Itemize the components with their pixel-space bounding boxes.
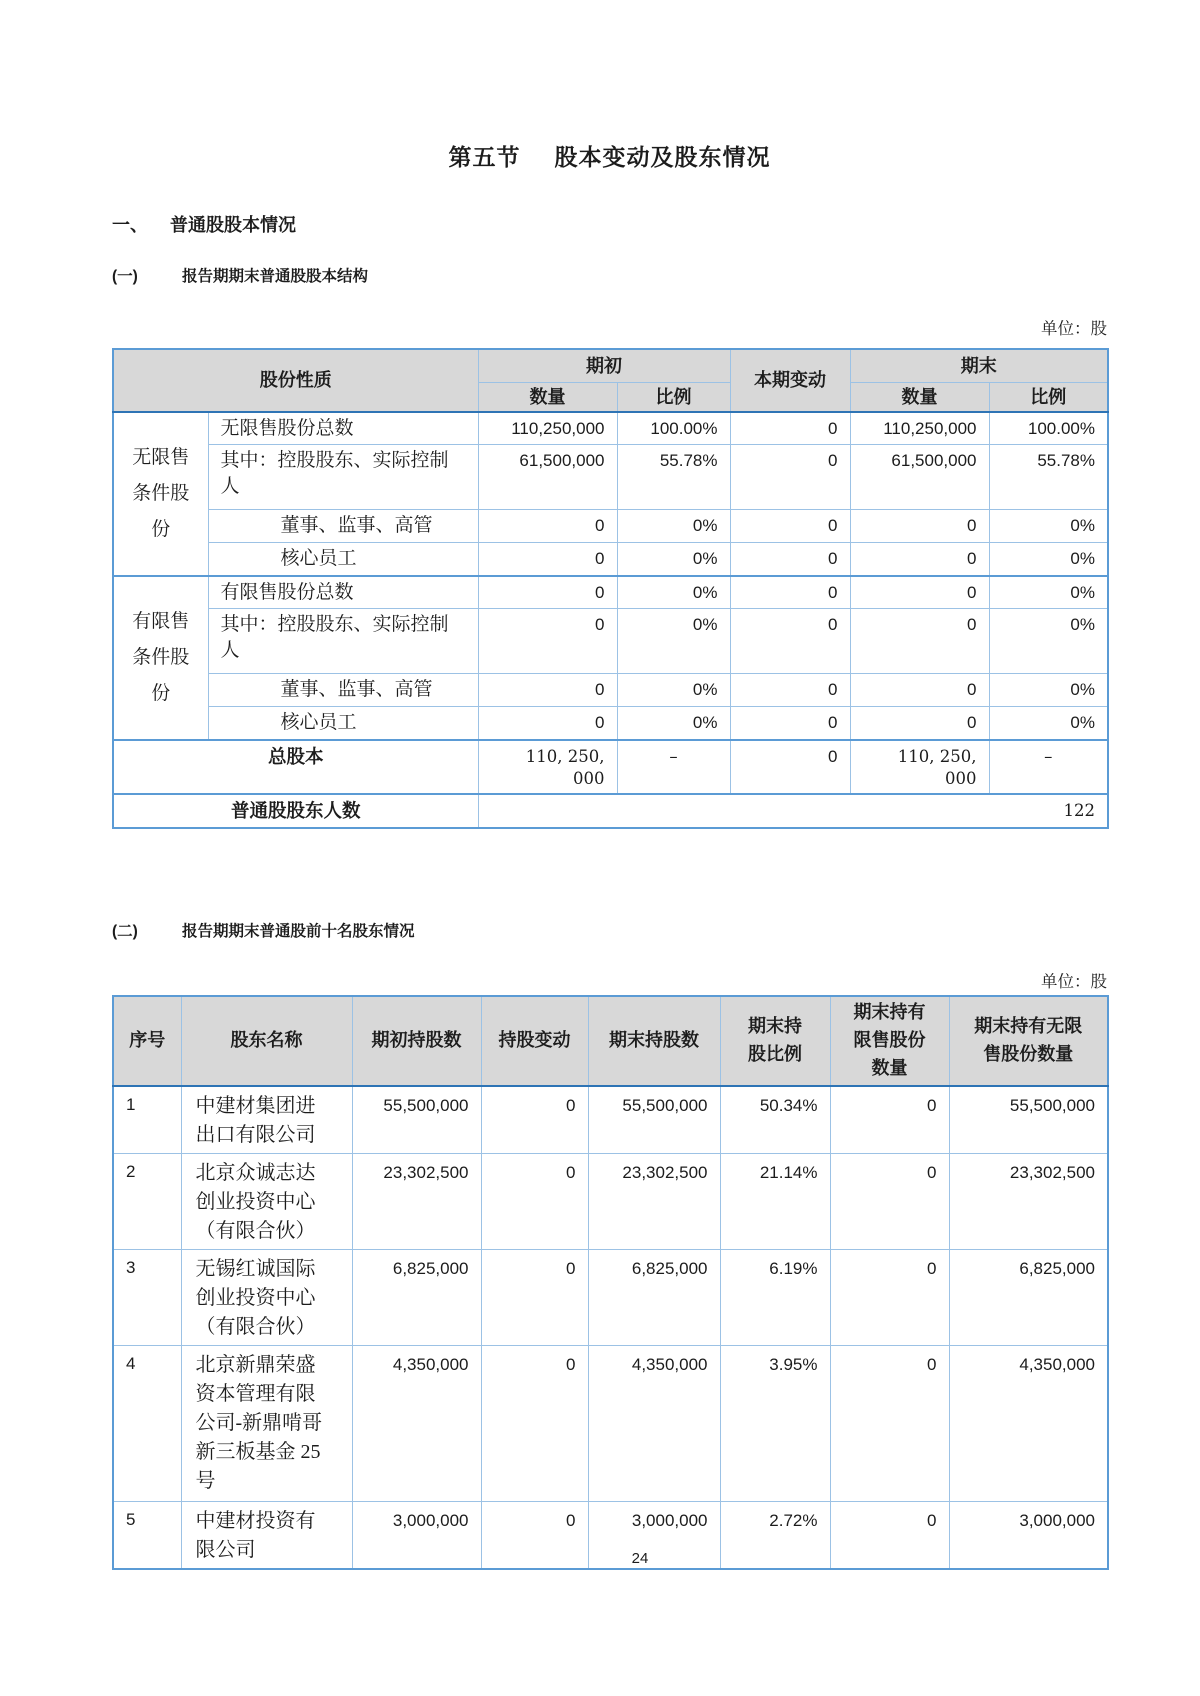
t1-row1-begin-qty: 61,500,000	[478, 445, 617, 510]
t2-row2-restricted: 0	[830, 1249, 949, 1345]
t1-row1-end-ratio: 55.78%	[989, 445, 1108, 510]
t2-row1-end: 23,302,500	[588, 1153, 720, 1249]
t1-header-begin-qty: 数量	[478, 382, 617, 412]
t2-row2-end: 6,825,000	[588, 1249, 720, 1345]
t1-header-begin-ratio: 比例	[617, 382, 730, 412]
t1-row3-label: 核心员工	[208, 543, 478, 576]
subheading-top-shareholders	[112, 921, 1107, 943]
t2-row3-unrestricted: 4,350,000	[949, 1345, 1108, 1501]
t1-row0-change: 0	[730, 412, 850, 445]
t1-row0-label: 无限售股份总数	[208, 412, 478, 445]
t1-total-end-ratio: –	[989, 740, 1108, 795]
table-row	[113, 1153, 1108, 1249]
t1-row4-change: 0	[730, 576, 850, 609]
heading-number: 一、	[112, 215, 148, 235]
t1-header-beginning: 期初	[478, 349, 730, 382]
t1-row2-change: 0	[730, 510, 850, 543]
table-row	[113, 1345, 1108, 1501]
t2-row2-name: 无锡红诚国际创业投资中心（有限合伙）	[181, 1249, 352, 1345]
t1-row3-begin-ratio: 0%	[617, 543, 730, 576]
t1-row7-end-qty: 0	[850, 707, 989, 740]
t2-row3-no: 4	[113, 1345, 181, 1501]
page-content	[112, 0, 1107, 1570]
t2-row4-name: 中建材投资有限公司	[181, 1501, 352, 1569]
t2-row0-end: 55,500,000	[588, 1086, 720, 1154]
t1-row4-end-qty: 0	[850, 576, 989, 609]
t1-row3-end-qty: 0	[850, 543, 989, 576]
t2-row4-unrestricted: 3,000,000	[949, 1501, 1108, 1569]
t1-row6-begin-ratio: 0%	[617, 674, 730, 707]
t1-total-end-qty: 110, 250, 000	[850, 740, 989, 795]
t1-row0-end-qty: 110,250,000	[850, 412, 989, 445]
t2-row3-restricted: 0	[830, 1345, 949, 1501]
t2-row2-unrestricted: 6,825,000	[949, 1249, 1108, 1345]
t2-row1-begin: 23,302,500	[352, 1153, 481, 1249]
t2-row2-ratio: 6.19%	[720, 1249, 830, 1345]
subheading2-number: (二)	[112, 923, 138, 941]
t1-row6-change: 0	[730, 674, 850, 707]
t1-row7-end-ratio: 0%	[989, 707, 1108, 740]
t1-row5-end-qty: 0	[850, 609, 989, 674]
subheading-text: 报告期期末普通股股本结构	[182, 268, 369, 285]
t1-header-end-qty: 数量	[850, 382, 989, 412]
t2-header-restricted: 期末持有限售股份数量	[830, 996, 949, 1086]
t2-row4-ratio: 2.72%	[720, 1501, 830, 1569]
t2-header-unrestricted: 期末持有无限售股份数量	[949, 996, 1108, 1086]
t2-row3-begin: 4,350,000	[352, 1345, 481, 1501]
t2-row0-change: 0	[481, 1086, 588, 1154]
t1-row3-end-ratio: 0%	[989, 543, 1108, 576]
table-row	[113, 1249, 1108, 1345]
t2-row1-change: 0	[481, 1153, 588, 1249]
t1-row0-begin-qty: 110,250,000	[478, 412, 617, 445]
section-title-prefix: 第五节	[448, 144, 521, 170]
subheading-number: (一)	[112, 268, 138, 285]
t2-header-name: 股东名称	[181, 996, 352, 1086]
heading-common-stock	[112, 212, 1107, 238]
t2-row1-no: 2	[113, 1153, 181, 1249]
t2-row1-unrestricted: 23,302,500	[949, 1153, 1108, 1249]
t1-row7-change: 0	[730, 707, 850, 740]
t1-row7-begin-ratio: 0%	[617, 707, 730, 740]
t2-row0-ratio: 50.34%	[720, 1086, 830, 1154]
heading-text: 普通股股本情况	[170, 215, 296, 235]
t1-holders-label: 普通股股东人数	[113, 794, 478, 828]
t2-row0-name: 中建材集团进出口有限公司	[181, 1086, 352, 1154]
t1-row7-label: 核心员工	[208, 707, 478, 740]
t1-row0-begin-ratio: 100.00%	[617, 412, 730, 445]
t1-row4-begin-qty: 0	[478, 576, 617, 609]
t1-row6-label: 董事、监事、高管	[208, 674, 478, 707]
t1-row6-begin-qty: 0	[478, 674, 617, 707]
t2-row0-restricted: 0	[830, 1086, 949, 1154]
t1-row5-change: 0	[730, 609, 850, 674]
t1-row4-begin-ratio: 0%	[617, 576, 730, 609]
t2-row0-begin: 55,500,000	[352, 1086, 481, 1154]
t1-header-change: 本期变动	[730, 349, 850, 412]
t1-row7-begin-qty: 0	[478, 707, 617, 740]
t1-row1-change: 0	[730, 445, 850, 510]
t2-row1-ratio: 21.14%	[720, 1153, 830, 1249]
t1-row2-label: 董事、监事、高管	[208, 510, 478, 543]
t1-row1-label: 其中：控股股东、实际控制人	[208, 445, 478, 510]
t1-row6-end-ratio: 0%	[989, 674, 1108, 707]
t1-header-nature: 股份性质	[113, 349, 478, 412]
subheading-structure	[112, 266, 1107, 288]
t2-row2-begin: 6,825,000	[352, 1249, 481, 1345]
t2-row0-unrestricted: 55,500,000	[949, 1086, 1108, 1154]
t1-row2-end-qty: 0	[850, 510, 989, 543]
t2-row3-change: 0	[481, 1345, 588, 1501]
t1-total-change: 0	[730, 740, 850, 795]
t2-row4-change: 0	[481, 1501, 588, 1569]
t1-row6-end-qty: 0	[850, 674, 989, 707]
subheading2-text: 报告期期末普通股前十名股东情况	[182, 923, 415, 941]
unit-label-1: 单位：股	[1041, 319, 1107, 338]
t2-row4-no: 5	[113, 1501, 181, 1569]
t1-row5-end-ratio: 0%	[989, 609, 1108, 674]
t1-row0-end-ratio: 100.00%	[989, 412, 1108, 445]
t1-total-label: 总股本	[113, 740, 478, 795]
t1-header-end-ratio: 比例	[989, 382, 1108, 412]
t2-row1-restricted: 0	[830, 1153, 949, 1249]
t1-row4-end-ratio: 0%	[989, 576, 1108, 609]
t2-row1-name: 北京众诚志达创业投资中心（有限合伙）	[181, 1153, 352, 1249]
section-title	[112, 0, 1107, 174]
t1-row5-label: 其中：控股股东、实际控制人	[208, 609, 478, 674]
t1-total-begin-qty: 110, 250, 000	[478, 740, 617, 795]
t2-header-ratio: 期末持股比例	[720, 996, 830, 1086]
t1-row5-begin-qty: 0	[478, 609, 617, 674]
top-shareholders-table	[112, 995, 1109, 1570]
t2-row3-name: 北京新鼎荣盛资本管理有限公司-新鼎啃哥新三板基金 25 号	[181, 1345, 352, 1501]
t1-row1-end-qty: 61,500,000	[850, 445, 989, 510]
t2-header-no: 序号	[113, 996, 181, 1086]
t1-row2-begin-qty: 0	[478, 510, 617, 543]
t1-header-ending: 期末	[850, 349, 1108, 382]
t1-row1-begin-ratio: 55.78%	[617, 445, 730, 510]
t2-header-end: 期末持股数	[588, 996, 720, 1086]
t1-row5-begin-ratio: 0%	[617, 609, 730, 674]
t1-row3-change: 0	[730, 543, 850, 576]
t2-row2-no: 3	[113, 1249, 181, 1345]
page-number: 24	[631, 1550, 649, 1567]
t1-row3-begin-qty: 0	[478, 543, 617, 576]
t1-row2-begin-ratio: 0%	[617, 510, 730, 543]
t1-row4-label: 有限售股份总数	[208, 576, 478, 609]
section-title-main: 股本变动及股东情况	[554, 144, 771, 170]
t2-row3-ratio: 3.95%	[720, 1345, 830, 1501]
t1-total-begin-ratio: –	[617, 740, 730, 795]
table-row	[113, 1086, 1108, 1154]
unit-label-2: 单位：股	[1041, 972, 1107, 992]
t2-row0-no: 1	[113, 1086, 181, 1154]
t2-row4-begin: 3,000,000	[352, 1501, 481, 1569]
t2-header-begin: 期初持股数	[352, 996, 481, 1086]
t1-group-unrestricted: 无限售条件股份	[113, 412, 208, 576]
t2-header-change: 持股变动	[481, 996, 588, 1086]
t1-holders-value: 122	[478, 794, 1108, 828]
t2-row3-end: 4,350,000	[588, 1345, 720, 1501]
share-structure-table	[112, 348, 1109, 829]
t2-row4-restricted: 0	[830, 1501, 949, 1569]
t2-row4-end: 3,000,000	[588, 1501, 720, 1569]
t1-group-restricted: 有限售条件股份	[113, 576, 208, 740]
t2-row2-change: 0	[481, 1249, 588, 1345]
t1-row2-end-ratio: 0%	[989, 510, 1108, 543]
